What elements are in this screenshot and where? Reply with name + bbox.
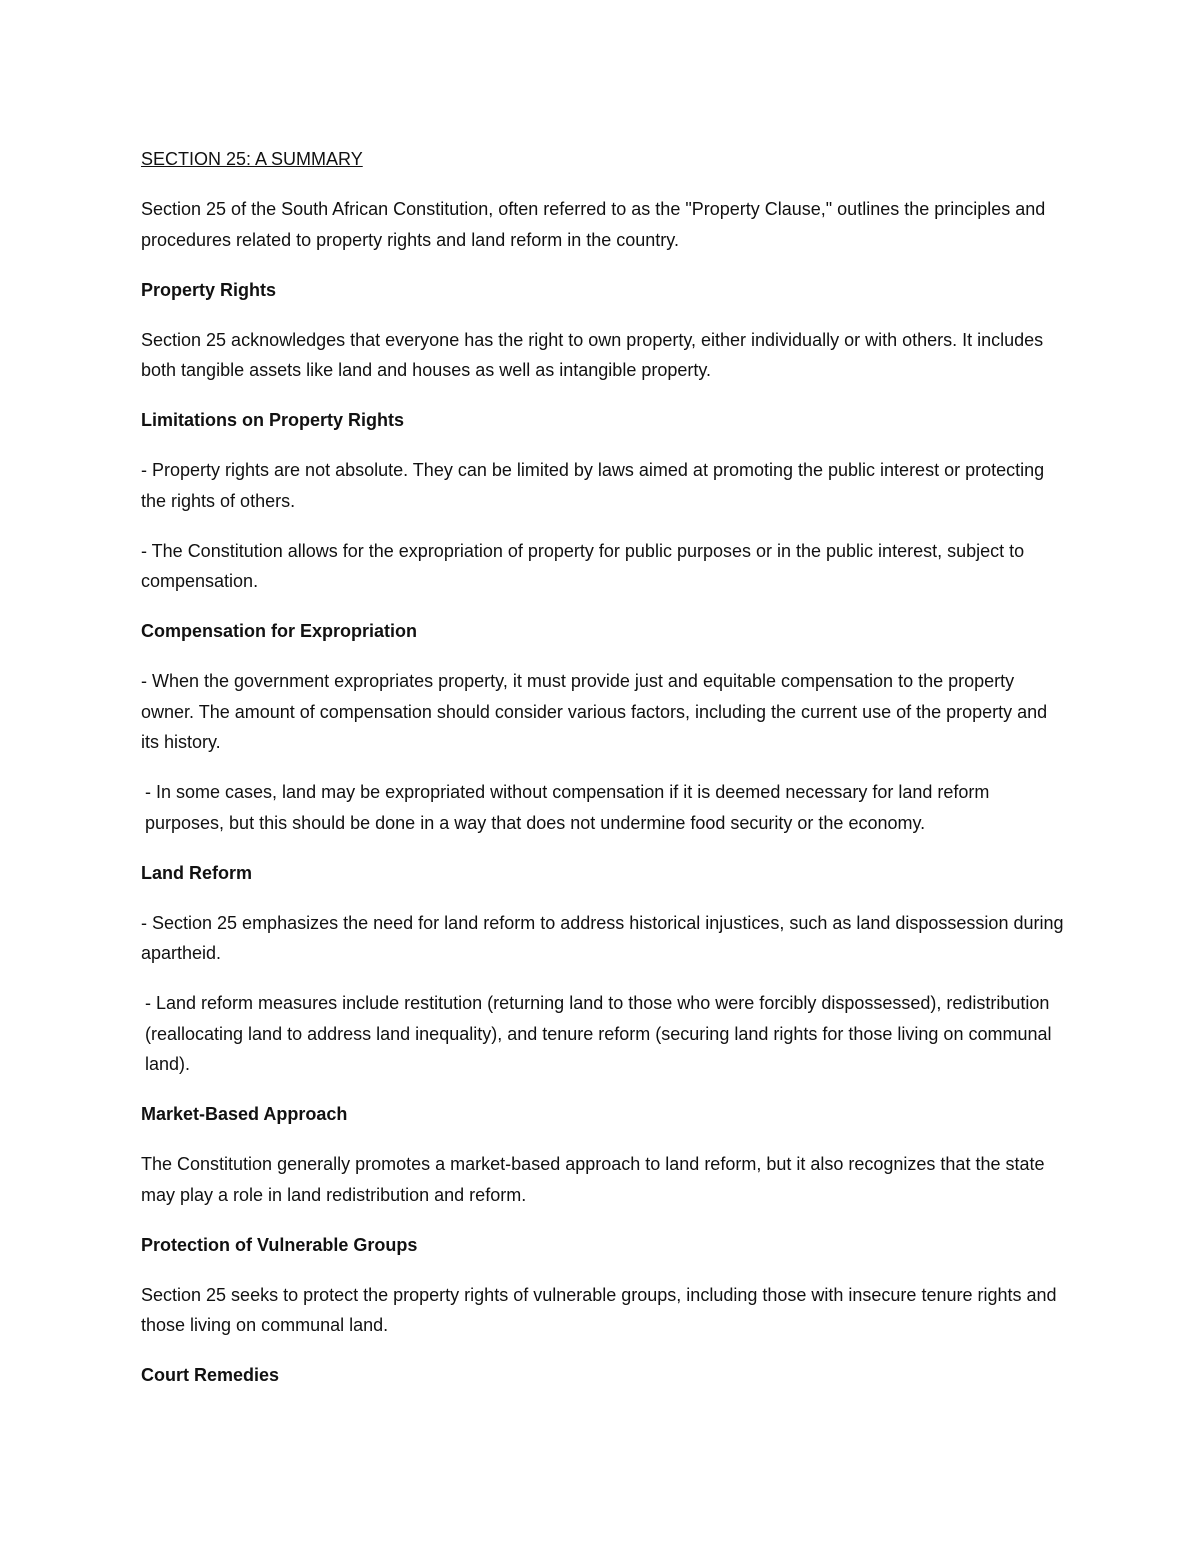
heading-court-remedies: Court Remedies [141,1365,280,1385]
heading-limitations: Limitations on Property Rights [141,410,405,430]
paragraph-limitations-2: - The Constitution allows for the expropriation of property for public purposes or in the public interest, subject to compensation. [141,540,1025,591]
paragraph-vulnerable-groups: Section 25 seeks to protect the property rights of vulnerable groups, including those with insecure tenure rights and those living on communal land. [141,1284,1057,1335]
heading-property-rights: Property Rights [141,279,277,300]
heading-compensation: Compensation for Expropriation [141,621,418,641]
heading-land-reform: Land Reform [141,862,253,883]
paragraph-market-based: The Constitution generally promotes a market-based approach to land reform, but it also recognizes that the state may play a role in land redistribution and reform. [141,1154,1045,1205]
intro-paragraph: Section 25 of the South African Constitution, often referred to as the "Property Clause," outlines the principles and procedures related to property rights and land reform in the country. [141,199,1046,250]
document-title: SECTION 25: A SUMMARY [141,149,363,169]
paragraph-limitations-1: - Property rights are not absolute. They can be limited by laws aimed at promoting the public interest or protecting the rights of others. [141,460,1045,511]
paragraph-compensation-1: - When the government expropriates property, it must provide just and equitable compensation to the property owner. The amount of compensation should consider various factors, including the current use of the property and its history. [141,671,1048,752]
paragraph-compensation-2: - In some cases, land may be expropriated without compensation if it is deemed necessary for land reform purposes, but this should be done in a way that does not undermine food security or the economy. [145,782,990,833]
heading-vulnerable-groups: Protection of Vulnerable Groups [141,1234,418,1255]
document-body [141,144,1066,1410]
heading-market-based: Market-Based Approach [141,1104,348,1124]
paragraph-land-reform-1: - Section 25 emphasizes the need for land reform to address historical injustices, such as land dispossession during apartheid. [141,912,1064,963]
paragraph-property-rights: Section 25 acknowledges that everyone has the right to own property, either individually or with others. It includes both tangible assets like land and houses as well as intangible property. [141,329,1044,380]
paragraph-land-reform-2: - Land reform measures include restitution (returning land to those who were forcibly dispossessed), redistribution (reallocating land to address land inequality), and tenure reform (securing land rights for those living on communal land). [145,993,1052,1074]
